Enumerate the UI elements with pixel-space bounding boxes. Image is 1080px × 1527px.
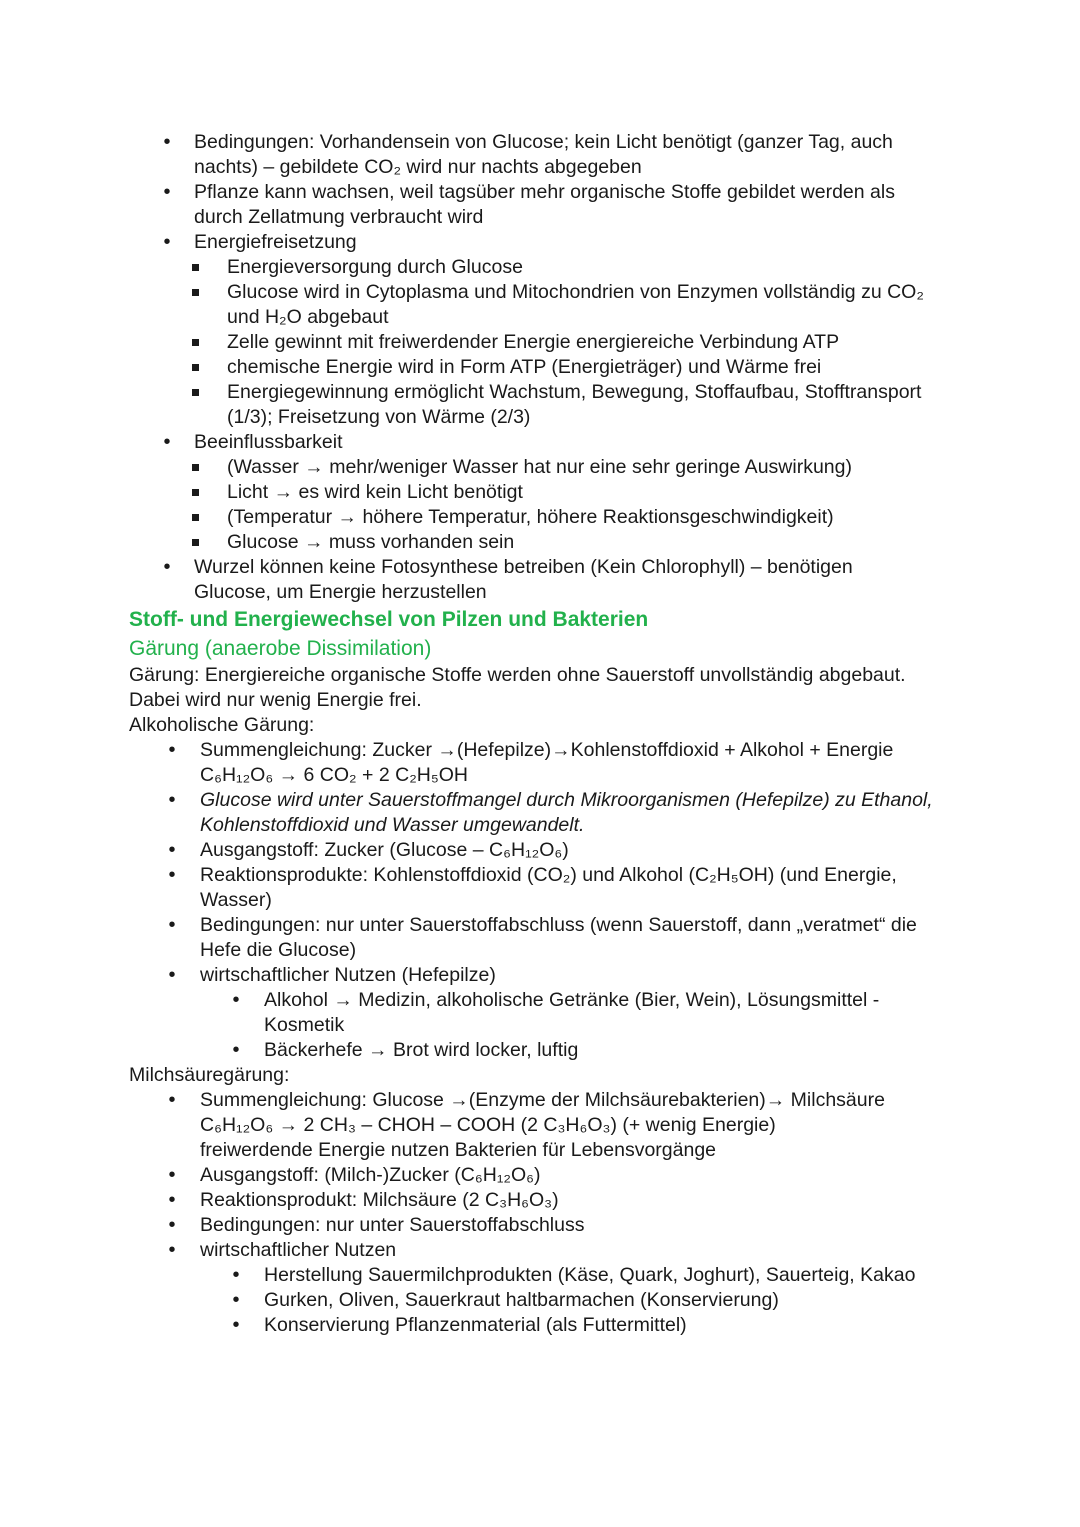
bullet-icon: • (163, 431, 171, 453)
text-line: (Temperatur → höhere Temperatur, höhere Reaktionsgeschwindigkeit) (227, 506, 834, 528)
bullet-item (0, 555, 1080, 605)
sub-bullet-item (0, 355, 1080, 380)
square-bullet-icon (192, 514, 199, 521)
text-line: Bedingungen: nur unter Sauerstoffabschluss (wenn Sauerstoff, dann „veratmet“ die (200, 914, 917, 936)
text-line: Glucose wird in Cytoplasma und Mitochondrien von Enzymen vollständig zu CO₂ (227, 281, 924, 303)
text-line: chemische Energie wird in Form ATP (Energieträger) und Wärme frei (227, 356, 822, 378)
text-line: Beeinflussbarkeit (194, 431, 343, 453)
square-bullet-icon (192, 489, 199, 496)
bullet-icon: • (168, 864, 176, 886)
text-line: Ausgangstoff: Zucker (Glucose – C₆H₁₂O₆) (200, 839, 569, 861)
text-line: Wurzel können keine Fotosynthese betreiben (Kein Chlorophyll) – benötigen (194, 556, 853, 578)
bullet-item (0, 788, 1080, 838)
text-line: Pflanze kann wachsen, weil tagsüber mehr organische Stoffe gebildet werden als (194, 181, 895, 203)
bullet-item (0, 738, 1080, 788)
sub-bullet-item (0, 255, 1080, 280)
bullet-icon: • (232, 1289, 240, 1311)
square-bullet-icon (192, 364, 199, 371)
bullet-item (0, 130, 1080, 180)
text-line: Herstellung Sauermilchprodukten (Käse, Quark, Joghurt), Sauerteig, Kakao (264, 1264, 916, 1286)
sub-bullet-item (0, 1263, 1080, 1288)
bullet-icon: • (168, 964, 176, 986)
text-line: Energieversorgung durch Glucose (227, 256, 523, 278)
text-line: und H₂O abgebaut (227, 306, 389, 328)
sub-bullet-item (0, 530, 1080, 555)
text-line: Gärung: Energiereiche organische Stoffe werden ohne Sauerstoff unvollständig abgebaut. (129, 664, 906, 686)
text-line: Licht → es wird kein Licht benötigt (227, 481, 523, 503)
text-line: Zelle gewinnt mit freiwerdender Energie energiereiche Verbindung ATP (227, 331, 840, 353)
text-line: Energiefreisetzung (194, 231, 357, 253)
bullet-icon: • (168, 914, 176, 936)
text-line: C₆H₁₂O₆ → 2 CH₃ – CHOH – COOH (2 C₃H₆O₃) (+ wenig Energie) (200, 1114, 776, 1136)
bullet-item (0, 1213, 1080, 1238)
text-line: Bedingungen: nur unter Sauerstoffabschluss (200, 1214, 585, 1236)
text-line: wirtschaftlicher Nutzen (200, 1239, 397, 1261)
bullet-icon: • (232, 1039, 240, 1061)
text-line: Summengleichung: Glucose →(Enzyme der Milchsäurebakterien)→ Milchsäure (200, 1089, 885, 1111)
bullet-item (0, 1088, 1080, 1163)
text-line: Stoff- und Energiewechsel von Pilzen und Bakterien (129, 608, 649, 631)
sub-bullet-item (0, 330, 1080, 355)
text-line: Glucose, um Energie herzustellen (194, 581, 487, 603)
bullet-icon: • (163, 181, 171, 203)
bullet-icon: • (168, 739, 176, 761)
text-line: Bäckerhefe → Brot wird locker, luftig (264, 1039, 579, 1061)
bullet-item (0, 1188, 1080, 1213)
bullet-icon: • (163, 231, 171, 253)
bullet-icon: • (232, 1264, 240, 1286)
bullet-icon: • (163, 131, 171, 153)
subsection-heading (0, 635, 1080, 663)
text-line: Kohlenstoffdioxid und Wasser umgewandelt. (200, 814, 585, 836)
bullet-item (0, 863, 1080, 913)
document-page (0, 130, 1080, 1338)
bullet-item (0, 430, 1080, 455)
sub-bullet-item (0, 1313, 1080, 1338)
text-line: (Wasser → mehr/weniger Wasser hat nur eine sehr geringe Auswirkung) (227, 456, 852, 478)
section-heading (0, 605, 1080, 635)
bullet-item (0, 838, 1080, 863)
sub-bullet-item (0, 455, 1080, 480)
text-line: Ausgangstoff: (Milch-)Zucker (C₆H₁₂O₆) (200, 1164, 541, 1186)
text-line: Hefe die Glucose) (200, 939, 357, 961)
square-bullet-icon (192, 264, 199, 271)
square-bullet-icon (192, 464, 199, 471)
text-line: Kosmetik (264, 1014, 345, 1036)
text-line: Alkoholische Gärung: (129, 714, 315, 736)
square-bullet-icon (192, 289, 199, 296)
square-bullet-icon (192, 539, 199, 546)
bullet-icon: • (168, 1214, 176, 1236)
text-line: nachts) – gebildete CO₂ wird nur nachts abgegeben (194, 156, 642, 178)
text-line: C₆H₁₂O₆ → 6 CO₂ + 2 C₂H₅OH (200, 764, 468, 786)
text-line: Gurken, Oliven, Sauerkraut haltbarmachen (Konservierung) (264, 1289, 779, 1311)
text-line: freiwerdende Energie nutzen Bakterien für Lebensvorgänge (200, 1139, 717, 1161)
sub-bullet-item (0, 1288, 1080, 1313)
bullet-icon: • (232, 1314, 240, 1336)
bullet-item (0, 913, 1080, 963)
text-line: Alkohol → Medizin, alkoholische Getränke (Bier, Wein), Lösungsmittel - (264, 989, 880, 1011)
text-line: Milchsäuregärung: (129, 1064, 290, 1086)
sub-bullet-item (0, 280, 1080, 330)
text-line: Dabei wird nur wenig Energie frei. (129, 689, 422, 711)
sub-bullet-item (0, 988, 1080, 1038)
bullet-icon: • (168, 1089, 176, 1111)
sub-bullet-item (0, 1038, 1080, 1063)
text-line: Glucose → muss vorhanden sein (227, 531, 515, 553)
bullet-item (0, 180, 1080, 230)
bullet-item (0, 963, 1080, 988)
bullet-icon: • (168, 1164, 176, 1186)
text-line: Reaktionsprodukt: Milchsäure (2 C₃H₆O₃) (200, 1189, 559, 1211)
sub-bullet-item (0, 380, 1080, 430)
sub-bullet-item (0, 505, 1080, 530)
square-bullet-icon (192, 339, 199, 346)
bullet-item (0, 1163, 1080, 1188)
text-line: Gärung (anaerobe Dissimilation) (129, 637, 432, 660)
square-bullet-icon (192, 389, 199, 396)
bullet-icon: • (168, 1189, 176, 1211)
bullet-icon: • (163, 556, 171, 578)
text-line: wirtschaftlicher Nutzen (Hefepilze) (200, 964, 496, 986)
text-line: Wasser) (200, 889, 272, 911)
bullet-icon: • (232, 989, 240, 1011)
sub-bullet-item (0, 480, 1080, 505)
text-line: Konservierung Pflanzenmaterial (als Futtermittel) (264, 1314, 687, 1336)
text-line: durch Zellatmung verbraucht wird (194, 206, 484, 228)
text-line: Bedingungen: Vorhandensein von Glucose; kein Licht benötigt (ganzer Tag, auch (194, 131, 893, 153)
text-line: Glucose wird unter Sauerstoffmangel durch Mikroorganismen (Hefepilze) zu Ethanol, (200, 789, 933, 811)
bullet-icon: • (168, 839, 176, 861)
bullet-icon: • (168, 789, 176, 811)
text-line: Energiegewinnung ermöglicht Wachstum, Bewegung, Stoffaufbau, Stofftransport (227, 381, 922, 403)
paragraph (0, 1063, 1080, 1088)
text-line: Reaktionsprodukte: Kohlenstoffdioxid (CO₂) und Alkohol (C₂H₅OH) (und Energie, (200, 864, 897, 886)
text-line: Summengleichung: Zucker →(Hefepilze)→Kohlenstoffdioxid + Alkohol + Energie (200, 739, 894, 761)
bullet-icon: • (168, 1239, 176, 1261)
bullet-item (0, 1238, 1080, 1263)
text-line: (1/3); Freisetzung von Wärme (2/3) (227, 406, 531, 428)
bullet-item (0, 230, 1080, 255)
paragraph (0, 663, 1080, 713)
paragraph (0, 713, 1080, 738)
